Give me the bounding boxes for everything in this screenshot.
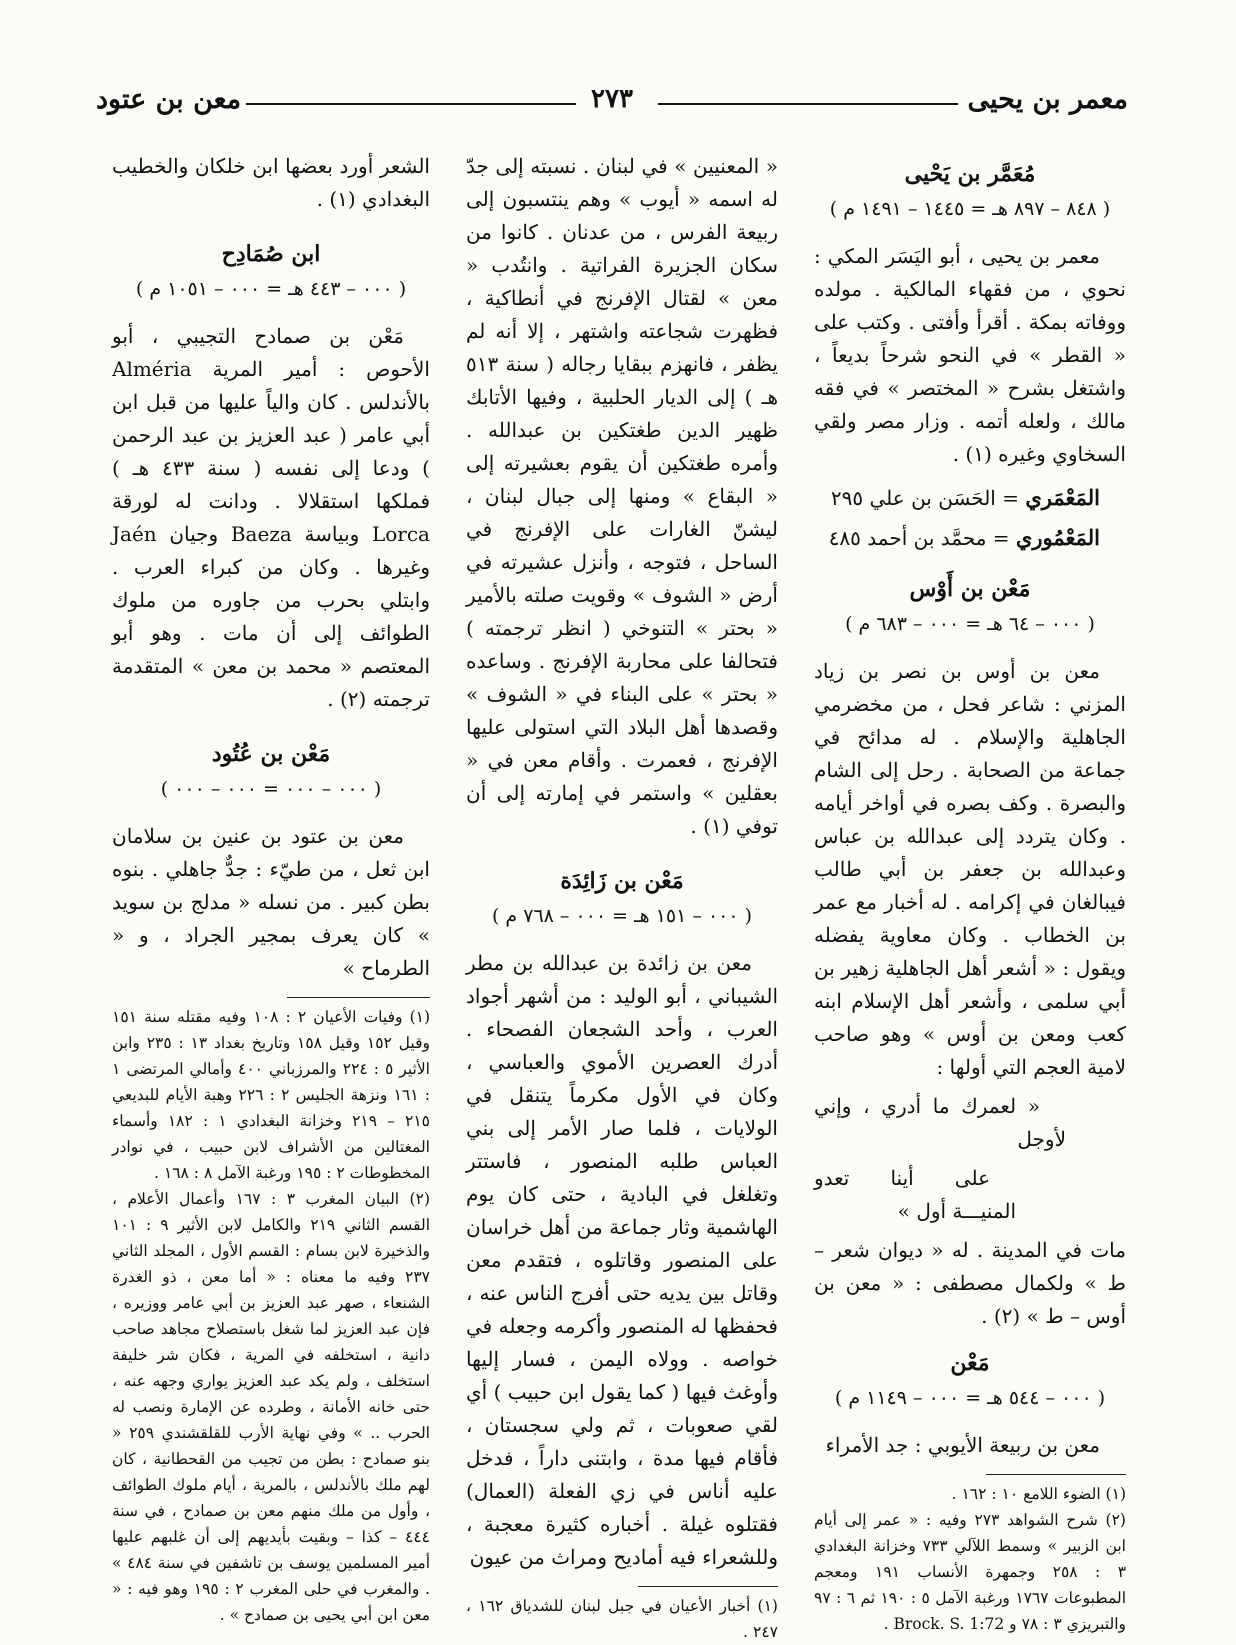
xref-target: = الحَسَن بن علي ٢٩٥ xyxy=(830,486,1026,510)
xref-name: المَعْمُوري xyxy=(1015,525,1100,550)
entry-text: « المعنيين » في لبنان . نسبته إلى جدّ له اسمه « أيوب » وهم ينتسبون إلى ربيعة الفرس ، من عدنان . كانوا من سكان الجزيرة الفراتية . وانتُدب « معن » لقتال الإفرنج في أنطاكية ، فظهرت شجاعته واشتهر ، إلا أنه لم يظفر ، فانهزم ببقايا رجاله ( سنة ٥١٣ هـ ) إلى الديار الحلبية ، وفيها الأتابك ظهير الدين طغتكين بن عبدالله . وأمره طغتكين أن يقوم بعشيرته إلى « البقاع » ومنها إلى جبال لبنان ، ليشنّ الغارات على الإفرنج في الساحل ، فتوجه ، وأنزل عشيرته في أرض « الشوف » وقويت صلته بالأمير « بحتر » التنوخي ( انظر ترجمته ) فتحالفا على محاربة الإفرنج . وساعده « بحتر » على البناء في « الشوف » وقصدها أهل البلاد التي استولى عليها الإفرنج ، فعمرت . وأقام معن في « بعقلين » واستمر في إمارته إلى أن توفي (١) . xyxy=(466,154,778,838)
entry-dates: ( ٠٠٠ – ٤٤٣ هـ = ٠٠٠ – ١٠٥١ م ) xyxy=(135,278,407,300)
entry-title: مُعَمَّر بن يَحْيى xyxy=(904,161,1036,187)
entry-title: ابن صُمَادِح xyxy=(221,241,321,267)
column-middle xyxy=(466,150,778,1645)
entry-text: معن بن ربيعة الأيوبي : جد الأمراء xyxy=(825,1433,1100,1457)
verse-line: على أينا تعدو المنيـــة أول » xyxy=(814,1166,1016,1223)
entry-title: مَعْن xyxy=(950,1350,990,1376)
column-left xyxy=(112,150,430,1628)
verse-line: « لعمرك ما أدري ، وإني لأوجل xyxy=(814,1094,1066,1151)
footnote-rule xyxy=(638,1586,778,1587)
entry-text: معن بن عتود بن عنين بن سلامان ابن ثعل ، من طيّء : جدٌّ جاهلي . بنوه بطن كبير . من نسله « مدلج بن سويد » كان يعرف بمجير الجراد ، و « الطرماح » xyxy=(112,824,430,980)
header-rule-right xyxy=(658,103,958,105)
footnote: (١) الضوء اللامع ١٠ : ١٦٢ . xyxy=(951,1485,1126,1503)
entry-dates: ( ٠٠٠ – ١٥١ هـ = ٠٠٠ – ٧٦٨ م ) xyxy=(491,905,753,927)
entry-dates: ( ٠٠٠ – ٠٠٠ = ٠٠٠ – ٠٠٠ ) xyxy=(160,778,382,800)
header-right-title: معمر بن يحيى xyxy=(967,84,1128,115)
footnote-rule xyxy=(986,1474,1126,1475)
footnote-rule xyxy=(287,997,430,998)
footnote: (٢) البيان المغرب ٣ : ١٦٧ وأعمال الأعلام ، القسم الثاني ٢١٩ والكامل لابن الأثير ٩ : ١٠١ والذخيرة لابن بسام : القسم الأول ، المجلد الثاني ٢٣٧ وفيه ما معناه : « أما معن ، ذو الغدرة الشنعاء ، صهر عبد العزيز بن أبي عامر ووزيره ، فإن عبد العزيز لما شغل باستصلاح مجاهد صاحب دانية ، استخلفه في المرية ، فكان شر خليفة استخلف ، ولم يكد عبد العزيز يواري وجهه عنه ، حتى خانه الأمانة ، وطرده عن الإمارة ونصب له الحرب .. » وفي نهاية الأرب للقلقشندي ٢٥٩ « بنو صمادح : بطن من تجيب من القحطانية ، كان لهم ملك بالأندلس ، بالمرية ، أيام ملوك الطوائف ، وأول من ملك منهم معن بن صمادح ، في سنة ٤٤٤ – كذا – وبقيت بأيديهم إلى أن غلبهم عليها أمير المسلمين يوسف بن تاشفين في سنة ٤٨٤ » . والمغرب في حلى المغرب ٢ : ١٩٥ وهو فيه : « معن ابن أبي يحيى بن صمادح » . xyxy=(112,1190,431,1624)
header-rule-left xyxy=(246,103,576,105)
header-left-title: معن بن عتود xyxy=(96,84,242,115)
entry-text: الشعر أورد بعضها ابن خلكان والخطيب البغدادي (١) . xyxy=(112,154,430,211)
entry-text: مَعْن بن صمادح التجيبي ، أبو الأحوص : أمير المرية Alméria بالأندلس . كان والياً عليها من قبل ابن أبي عامر ( عبد العزيز بن عبد الرحمن ) ودعا إلى نفسه ( سنة ٤٣٣ هـ ) فملكها استقلالا . ودانت له لورقة Lorca وبياسة Baeza وجيان Jaén وغيرها . وكان من كبراء العرب . وابتلي بحرب من جاوره من ملوك الطوائف إلى أن مات . وهو أبو المعتصم « محمد بن معن » المتقدمة ترجمته (٢) . xyxy=(112,324,430,711)
footnotes xyxy=(112,1004,430,1628)
xref-name: المَعْمَري xyxy=(1025,485,1100,510)
column-right xyxy=(814,150,1126,1637)
entry-text: معن بن أوس بن نصر بن زياد المزني : شاعر فحل ، من مخضرمي الجاهلية والإسلام . له مدائح في جماعة من الصحابة . رحل إلى الشام والبصرة . وكف بصره في أواخر أيامه . وكان يتردد إلى عبدالله بن عباس وعبدالله بن جعفر بن أبي طالب فيبالغان في إكرامه . له أخبار مع عمر بن الخطاب . وكان معاوية يفضله ويقول : « أشعر أهل الجاهلية زهير بن أبي سلمى ، وأشعر أهل الإسلام ابنه كعب ومعن بن أوس » وهو صاحب لامية العجم التي أولها : xyxy=(814,659,1126,1079)
entry-text: معمر بن يحيى ، أبو اليَسَر المكي : نحوي ، من فقهاء المالكية . مولده ووفاته بمكة . أقرأ وأفتى . وكتب على « القطر » في النحو شرحاً بديعاً ، واشتغل بشرح « المختصر » في فقه مالك ، ولعله أتمه . وزار مصر ولقي السخاوي وغيره (١) . xyxy=(814,244,1126,466)
entry-text: مات في المدينة . له « ديوان شعر – ط » ولكمال مصطفى : « معن بن أوس – ط » (٢) . xyxy=(814,1238,1126,1328)
entry-text: معن بن زائدة بن عبدالله بن مطر الشيباني ، أبو الوليد : من أشهر أجواد العرب ، وأحد الشجعان الفصحاء . أدرك العصرين الأموي والعباسي ، وكان في الأول مكرماً يتنقل في الولايات ، فلما صار الأمر إلى بني العباس طلبه المنصور ، فاستتر وتغلغل في البادية ، حتى كان يوم الهاشمية وثار جماعة من أهل خراسان على المنصور وقاتلوه ، فتقدم معن وقاتل بين يديه حتى أفرج الناس عنه ، فحفظها له المنصور وأكرمه وجعله في خواصه . وولاه اليمن ، فسار إليها وأوغث فيها ( كما يقول ابن حبيب ) أي لقي صعوبات ، ثم ولي سجستان ، فأقام فيها مدة ، وابتنى داراً ، فدخل عليه أناس في زي الفعلة (العمال) فقتلوه غيلة . أخباره كثيرة معجبة ، وللشعراء فيه أماديح ومراث من عيون xyxy=(466,951,778,1569)
footnotes xyxy=(466,1593,778,1645)
entry-title: مَعْن بن زَائِدَة xyxy=(560,868,684,894)
xref-target: = محمَّد بن أحمد ٤٨٥ xyxy=(828,526,1016,550)
running-header xyxy=(96,80,1128,120)
entry-dates: ( ٠٠٠ – ٥٤٤ هـ = ٠٠٠ – ١١٤٩ م ) xyxy=(834,1387,1106,1409)
entry-dates: ( ٠٠٠ – ٦٤ هـ = ٠٠٠ – ٦٨٣ م ) xyxy=(845,613,1095,635)
entry-title: مَعْن بن أَوْس xyxy=(909,576,1031,602)
footnote: (١) وفيات الأعيان ٢ : ١٠٨ وفيه مقتله سنة ١٥١ وقيل ١٥٢ وقيل ١٥٨ وتاريخ بغداد ١٣ : ٢٣٥ وابن الأثير ٥ : ٢٢٤ والمرزباني ٤٠٠ وأمالي المرتضى ١ : ١٦١ ونزهة الجليس ٢ : ٢٢٦ وهبة الأيام للبديعي ٢١٥ – ٢١٩ وخزانة البغدادي ١ : ١٨٢ وأسماء المغتالين من الأشراف لابن حبيب ، في نوادر المخطوطات ٢ : ١٩٥ ورغبة الآمل ٨ : ١٦٨ . xyxy=(112,1008,431,1182)
cross-reference xyxy=(814,521,1126,555)
page-number: ٢٧٣ xyxy=(591,84,633,114)
footnote: (١) أخبار الأعيان في جبل لبنان للشدياق ١٦٢ ، ٢٤٧ . xyxy=(466,1597,778,1641)
cross-reference xyxy=(814,481,1126,515)
footnote: (٢) شرح الشواهد ٢٧٣ وفيه : « عمر إلى أيام ابن الزبير » وسمط اللآلي ٧٣٣ وخزانة البغدادي ٣ : ٢٥٨ وجمهرة الأنساب ١٩١ ومعجم المطبوعات ١٧٦٧ ورغبة الآمل ٥ : ١٩٠ ثم ٦ : ٩٧ والتبريزي ٣ : ٧٨ و Brock. S. 1:72 . xyxy=(814,1511,1127,1633)
entry-dates: ( ٨٤٨ – ٨٩٧ هـ = ١٤٤٥ – ١٤٩١ م ) xyxy=(829,198,1111,220)
entry-title: مَعْن بن عُتُود xyxy=(211,741,331,767)
footnotes xyxy=(814,1481,1126,1637)
